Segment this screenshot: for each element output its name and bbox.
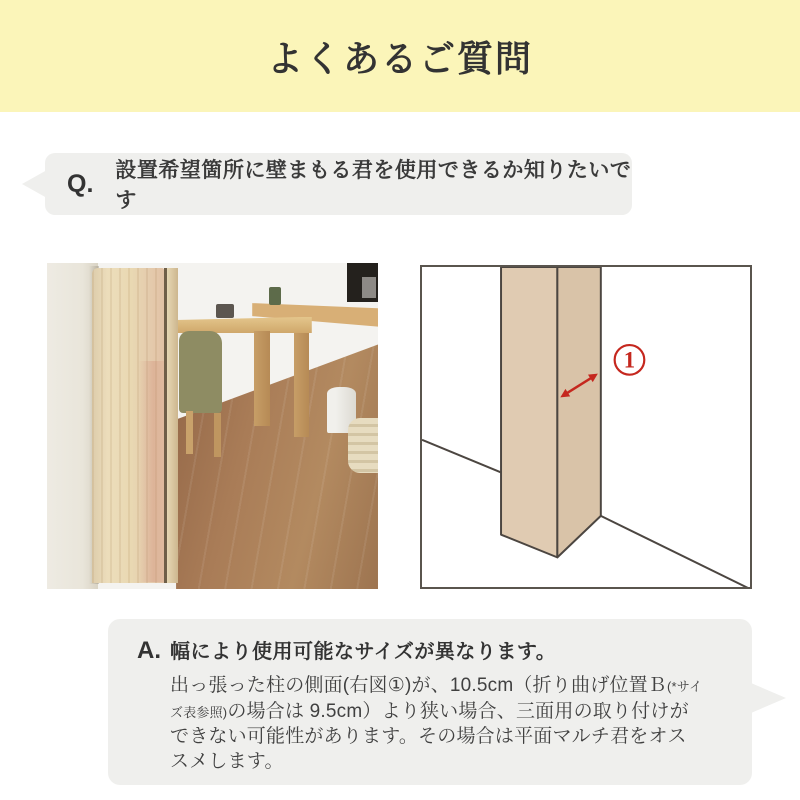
answer-body-text: 出っ張った柱の側面(右図①)が、10.5cm（折り曲げ位置Ｂ bbox=[170, 675, 667, 696]
photo-chair-leg bbox=[186, 411, 193, 453]
answer-body bbox=[170, 674, 704, 774]
pillar-side-face bbox=[557, 267, 600, 557]
photo-small-item bbox=[216, 304, 234, 319]
page-header bbox=[0, 0, 800, 112]
pillar-front-face bbox=[501, 267, 557, 557]
answer-bubble-tail bbox=[751, 683, 786, 713]
answer-label: A. bbox=[137, 637, 161, 664]
photo-basket bbox=[348, 418, 378, 473]
photo-chair-leg bbox=[214, 413, 221, 457]
answer-bubble bbox=[108, 619, 752, 785]
answer-body-small-note: (*サイズ表参照) bbox=[170, 679, 703, 720]
question-label: Q. bbox=[67, 169, 94, 198]
question-bubble-tail bbox=[22, 170, 47, 198]
page-title: よくあるご質問 bbox=[266, 37, 533, 79]
question-text: 設置希望箇所に壁まもる君を使用できるか知りたいです bbox=[115, 159, 632, 212]
annotation-number: 1 bbox=[623, 347, 636, 373]
photo-wood-grain-tint bbox=[138, 361, 164, 583]
photo-cup bbox=[269, 287, 281, 305]
pillar-diagram-svg bbox=[422, 267, 750, 587]
photo-table-leg bbox=[294, 333, 309, 437]
floor-line-left bbox=[422, 440, 501, 473]
photo-dark-opening bbox=[347, 263, 378, 302]
pillar-diagram bbox=[420, 265, 752, 589]
question-bubble bbox=[45, 153, 632, 215]
photo-chair bbox=[179, 331, 222, 413]
answer-body-text-continued: の場合は 9.5cm）より狭い場合、三面用の取り付けができない可能性があります。その場合は平面マルチ君をオススメします。 bbox=[170, 700, 689, 772]
answer-headline: 幅により使用可能なサイズが異なります。 bbox=[170, 641, 557, 663]
photo-corner-protector-side bbox=[167, 268, 178, 584]
photo-table-leg bbox=[254, 331, 271, 426]
product-photo bbox=[47, 263, 378, 589]
answer-heading-row bbox=[137, 635, 704, 665]
floor-line-right bbox=[601, 516, 750, 587]
